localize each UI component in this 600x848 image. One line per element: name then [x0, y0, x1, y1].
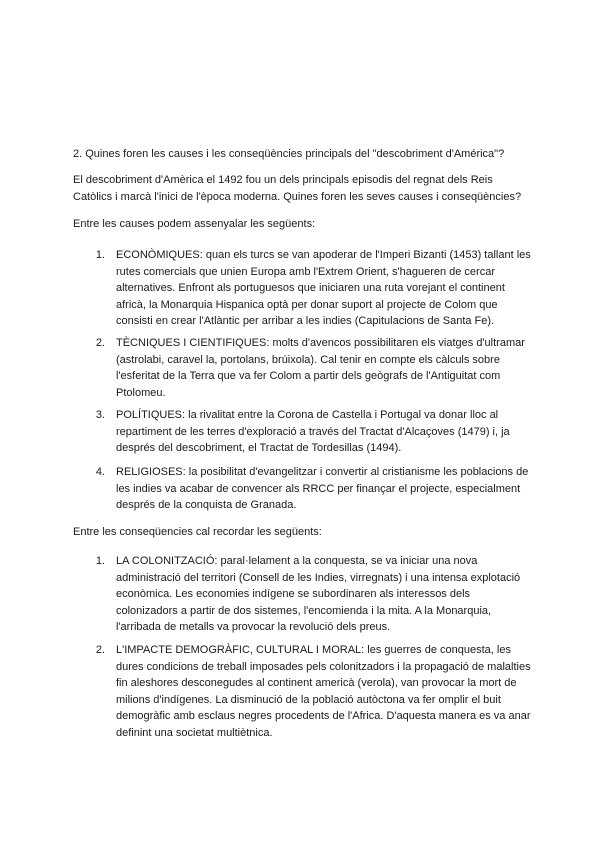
cause-number: 3.: [95, 409, 105, 421]
cause-number: 2.: [95, 337, 105, 349]
causes-heading: Entre les causes podem assenyalar les següents:: [73, 218, 316, 230]
consequence-item-impacte: L'IMPACTE DEMOGRÀFIC, CULTURAL I MORAL: les guerres de conquesta, les dures condicions de treball imposades pels colonitzadors i la propagació de malalties fin aleshores desconegudes al continent americà (verola), van provocar la mort de milions d'indígenes. La disminució de la població autòctona va fer omplir el buit demogràfic amb esclaus negres procedents de l'Africa. D'aquesta manera es va anar definint una societat multiètnica.: [116, 644, 531, 739]
cause-item-politiques: POLÍTIQUES: la rivalitat entre la Corona de Castella i Portugal va donar lloc al repartiment de les terres d'exploració a través del Tractat d'Alcaçoves (1479) i, ja després del descobriment, el Tractat de Tordesillas (1494).: [116, 409, 510, 454]
consequence-number: 2.: [95, 644, 105, 656]
consequence-item-colonitzacio: LA COLONITZACIÓ: paral·lelament a la conquesta, se va iniciar una nova administració del territori (Consell de les Indies, virregnats) i una intensa explotació econòmica. Les economies indígene se subordinaren als interessos dels colonizadors a partir de dos sistemes, l'encomienda i la mita. A la Monarquia, l'arribada de metalls va provocar la revolució dels preus.: [116, 555, 521, 633]
cause-number: 1.: [95, 249, 105, 261]
cause-item-tecniques: TÈCNIQUES I CIENTIFIQUES: molts d'avencos possibilitaren els viatges d'ultramar (astrolabi, caravel la, portolans, brúixola). Cal tenir en compte els càlculs sobre l'esferitat de la Terra que va fer Colom a partir dels geògrafs de l'Antiguitat com Ptolomeu.: [116, 337, 525, 399]
intro-paragraph: El descobriment d'Amèrica el 1492 fou un dels principals episodis del regnat dels Reis Catòlics i marcà l'inici de l'època moderna. Quines foren les seves causes i conseqüències?: [73, 174, 522, 203]
cause-item-religioses: RELIGIOSES: la posibilitat d'evangelitzar i convertir al cristianisme les poblacions de les indies va acabar de convencer als RRCC per finançar el projecte, especialment després de la conquista de Granada.: [116, 466, 529, 511]
cause-item-economiques: ECONÒMIQUES: quan els turcs se van apoderar de l'Imperi Bizanti (1453) tallant les rutes comercials que unien Europa amb l'Extrem Orient, s'hagueren de cercar alternatives. Enfront als portuguesos que iniciaren una ruta vorejant el continent africà, la Monarquia Hispanica optà per donar suport al projecte de Colom que consisti en crear l'Atlàntic per arribar a les indies (Capitulacions de Santa Fe).: [116, 249, 531, 327]
cause-number: 4.: [95, 466, 105, 478]
question-heading: 2. Quines foren les causes i les conseqüències principals del "descobriment d'América"?: [73, 148, 505, 160]
consequences-heading: Entre les conseqüencies cal recordar les següents:: [73, 526, 322, 538]
consequence-number: 1.: [95, 555, 105, 567]
